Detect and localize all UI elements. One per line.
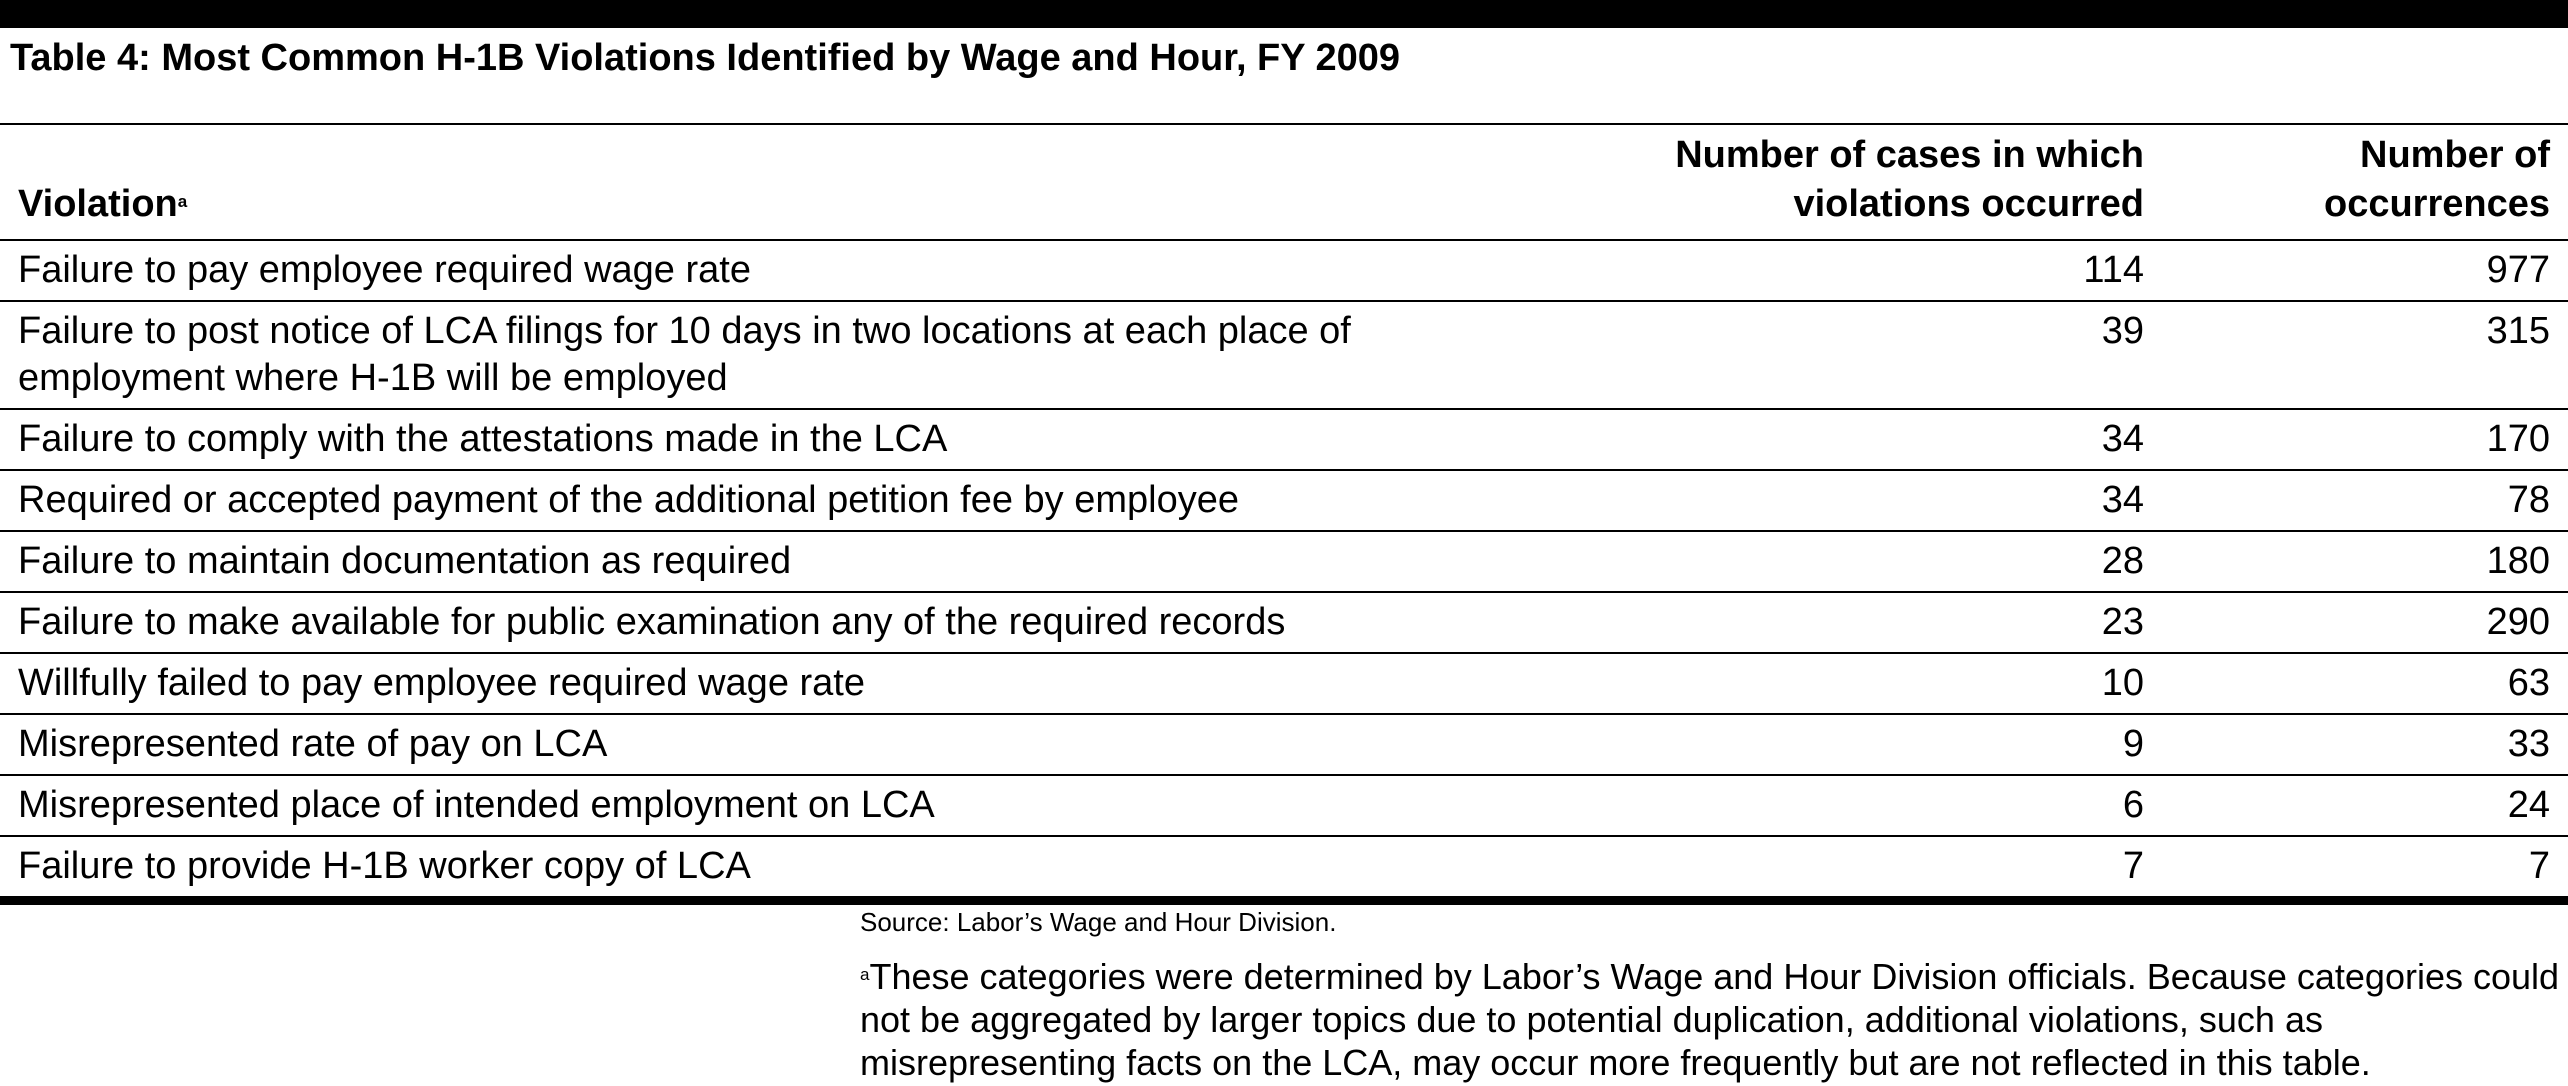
header-cases [1550,124,2158,240]
table-row [0,470,2568,531]
violation-text: Misrepresented place of intended employment on LCA [18,784,935,826]
occurrences-cell: 63 [2507,662,2550,704]
table-row [0,714,2568,775]
violation-text: Failure to comply with the attestations made in the LCA [18,418,948,460]
occurrences-cell: 24 [2507,784,2550,826]
violation-cell [0,240,1550,301]
header-occurrences-line2: occurrences [2323,183,2550,225]
occurrences-cell: 33 [2507,723,2550,765]
cases-cell: 10 [2101,662,2144,704]
violation-text: Failure to maintain documentation as required [18,540,792,582]
header-footnote-marker: a [177,192,188,211]
violation-cell [0,409,1550,470]
occurrences-cell: 290 [2486,601,2550,643]
cases-cell: 23 [2101,601,2144,643]
occurrences-cell: 977 [2486,249,2550,291]
cases-cell: 9 [2122,723,2144,765]
table-row [0,836,2568,901]
table-row [0,531,2568,592]
header-violation [0,124,1550,240]
footnote [860,955,2560,1084]
table-header-row [0,124,2568,240]
violation-text: Failure to provide H-1B worker copy of LCA [18,845,751,887]
table-row [0,301,2568,409]
header-occurrences [2158,124,2568,240]
violation-text: Failure to make available for public examination any of the required records [18,601,1286,643]
occurrences-cell: 170 [2486,418,2550,460]
cases-cell: 28 [2101,540,2144,582]
occurrences-cell: 7 [2528,845,2550,887]
table-row [0,592,2568,653]
header-violation-label: Violation [18,183,178,225]
table-row [0,240,2568,301]
violation-text: Required or accepted payment of the additional petition fee by employee [18,479,1240,521]
violation-cell [0,714,1550,775]
footnote-text: These categories were determined by Labor’s Wage and Hour Division officials. Because categories could not be aggregated by larger topics due to potential duplication, additional violations, such as misrepresenting facts on the LCA, may occur more frequently but are not reflected in this table. [860,956,2560,1083]
violation-text: Misrepresented rate of pay on LCA [18,723,608,765]
header-cases-line2: violations occurred [1793,183,2144,225]
violation-text: Willfully failed to pay employee required wage rate [18,662,865,704]
violation-text: Failure to post notice of LCA filings for 10 days in two locations at each place of employment where H-1B will be employed [18,310,1351,399]
violation-cell [0,301,1550,409]
footnote-marker: a [860,965,870,984]
occurrences-cell: 180 [2486,540,2550,582]
occurrences-cell: 78 [2507,479,2550,521]
violation-cell [0,592,1550,653]
table-row [0,409,2568,470]
cases-cell: 34 [2101,418,2144,460]
top-rule [0,0,2568,28]
cases-cell: 114 [2083,249,2144,291]
header-occurrences-line1: Number of [2360,134,2550,176]
table-row [0,653,2568,714]
cases-cell: 34 [2101,479,2144,521]
cases-cell: 6 [2122,784,2144,826]
source-note: Source: Labor’s Wage and Hour Division. [860,907,1337,937]
occurrences-cell: 315 [2486,310,2550,352]
violation-cell [0,531,1550,592]
cases-cell: 39 [2101,310,2144,352]
cases-cell: 7 [2122,845,2144,887]
violation-cell [0,470,1550,531]
violation-cell [0,775,1550,836]
violations-table [0,123,2568,905]
violation-cell [0,836,1550,901]
violation-cell [0,653,1550,714]
header-cases-line1: Number of cases in which [1675,134,2144,176]
table-title: Table 4: Most Common H-1B Violations Identified by Wage and Hour, FY 2009 [10,37,1401,79]
violation-text: Failure to pay employee required wage rate [18,249,751,291]
table-row [0,775,2568,836]
